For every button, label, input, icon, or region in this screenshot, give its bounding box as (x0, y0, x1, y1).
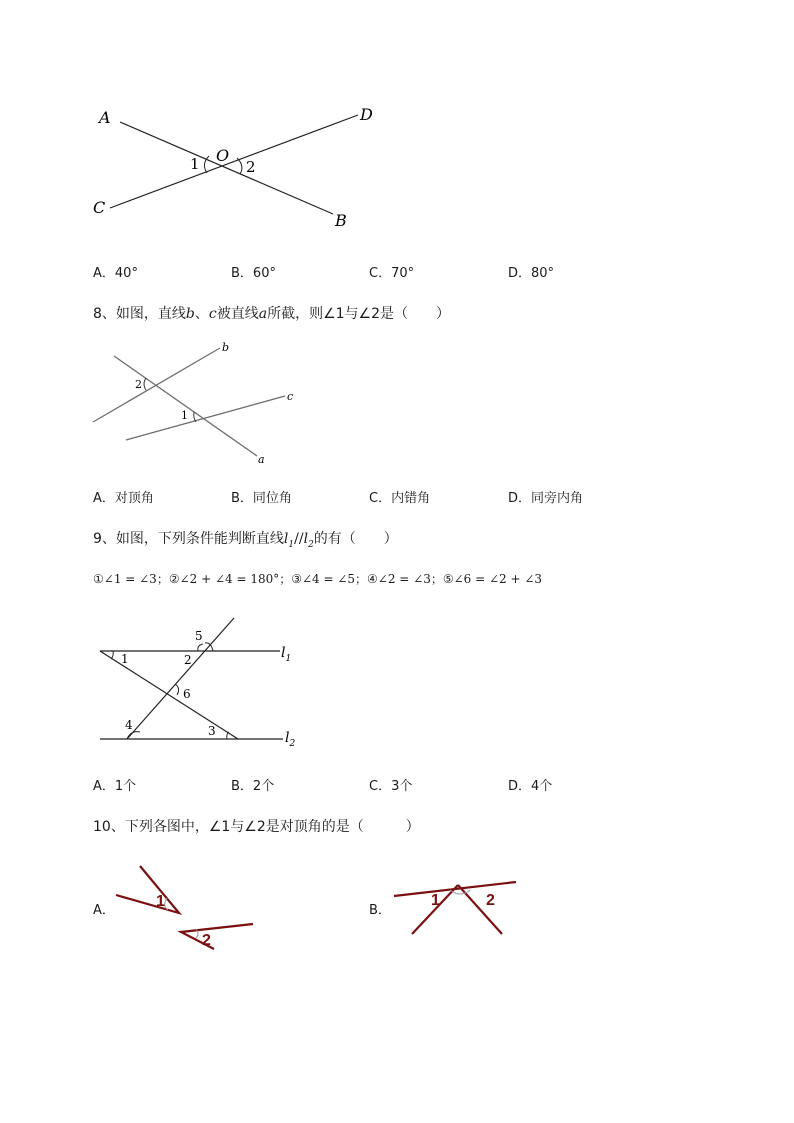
figure-q8-transversal (90, 338, 305, 468)
angle-1-shape (116, 866, 179, 913)
q8-option-d[interactable]: D．同旁内角 (508, 491, 584, 506)
right-ray (458, 885, 502, 934)
label-line-c: c (287, 390, 294, 403)
q10-stem: 10、下列各图中，∠1与∠2是对顶角的是（ ） (93, 819, 420, 835)
label-b: B (335, 211, 347, 230)
q9-option-c[interactable]: C．3个 (369, 779, 413, 794)
label-angle-2: 2 (184, 653, 192, 667)
q7-option-d[interactable]: D．80° (508, 266, 555, 281)
label-l1: $l_1$ (281, 645, 292, 664)
q10-option-b-label[interactable]: B． (369, 903, 391, 918)
label-angle-1: 1 (156, 893, 165, 910)
label-angle-2: 2 (135, 378, 142, 391)
label-angle-4: 4 (125, 718, 133, 732)
label-d: D (360, 105, 373, 124)
q8-option-a[interactable]: A．对顶角 (93, 491, 154, 506)
q9-stem: 9、如图，下列条件能判断直线$l_1//l_2$的有（ ） (93, 531, 398, 550)
q8-option-b[interactable]: B．同位角 (231, 491, 292, 506)
label-o: O (216, 146, 230, 165)
line-a (114, 356, 257, 456)
label-angle-1: 1 (431, 892, 440, 909)
label-angle-2: 2 (202, 932, 211, 949)
angle-6-arc (175, 684, 179, 695)
q7-option-c[interactable]: C．70° (369, 266, 415, 281)
figure-q10-option-a (110, 858, 260, 953)
figure-q7-intersecting-lines (85, 100, 395, 235)
label-a: A (99, 108, 111, 127)
q8-stem: 8、如图，直线b、c被直线a所截，则∠1与∠2是（ ） (93, 306, 451, 322)
label-angle-6: 6 (183, 687, 191, 701)
angle-2-arc (198, 644, 203, 651)
label-angle-1: 1 (181, 409, 188, 422)
q10-option-a-label[interactable]: A． (93, 903, 115, 918)
label-angle-5: 5 (195, 629, 203, 643)
label-l2: $l_2$ (285, 730, 296, 749)
q7-option-a[interactable]: A．40° (93, 266, 138, 281)
label-line-a: a (258, 453, 265, 466)
label-c: C (93, 198, 106, 217)
label-angle-1: 1 (121, 652, 129, 666)
angle-4-arc (127, 732, 140, 739)
angle-2-shape (181, 924, 253, 949)
figure-q9-parallel-lines (95, 612, 310, 752)
line-cd (110, 115, 358, 208)
label-angle-1: 1 (190, 155, 200, 173)
q9-option-d[interactable]: D．4个 (508, 779, 553, 794)
q9-option-a[interactable]: A．1个 (93, 779, 137, 794)
line-c (126, 396, 285, 440)
label-angle-2: 2 (486, 892, 495, 909)
q8-option-c[interactable]: C．内错角 (369, 491, 431, 506)
label-angle-3: 3 (208, 724, 216, 738)
label-angle-2: 2 (246, 158, 256, 176)
angle-2-arc (144, 378, 146, 390)
q9-conditions: ①∠1 = ∠3；②∠2 + ∠4 = 180°；③∠4 = ∠5；④∠2 = ∠3；⑤∠6 = ∠2 + ∠3 (93, 572, 543, 586)
q7-option-b[interactable]: B．60° (231, 266, 276, 281)
label-line-b: b (222, 341, 230, 354)
q9-option-b[interactable]: B．2个 (231, 779, 275, 794)
figure-q10-option-b (390, 872, 520, 940)
